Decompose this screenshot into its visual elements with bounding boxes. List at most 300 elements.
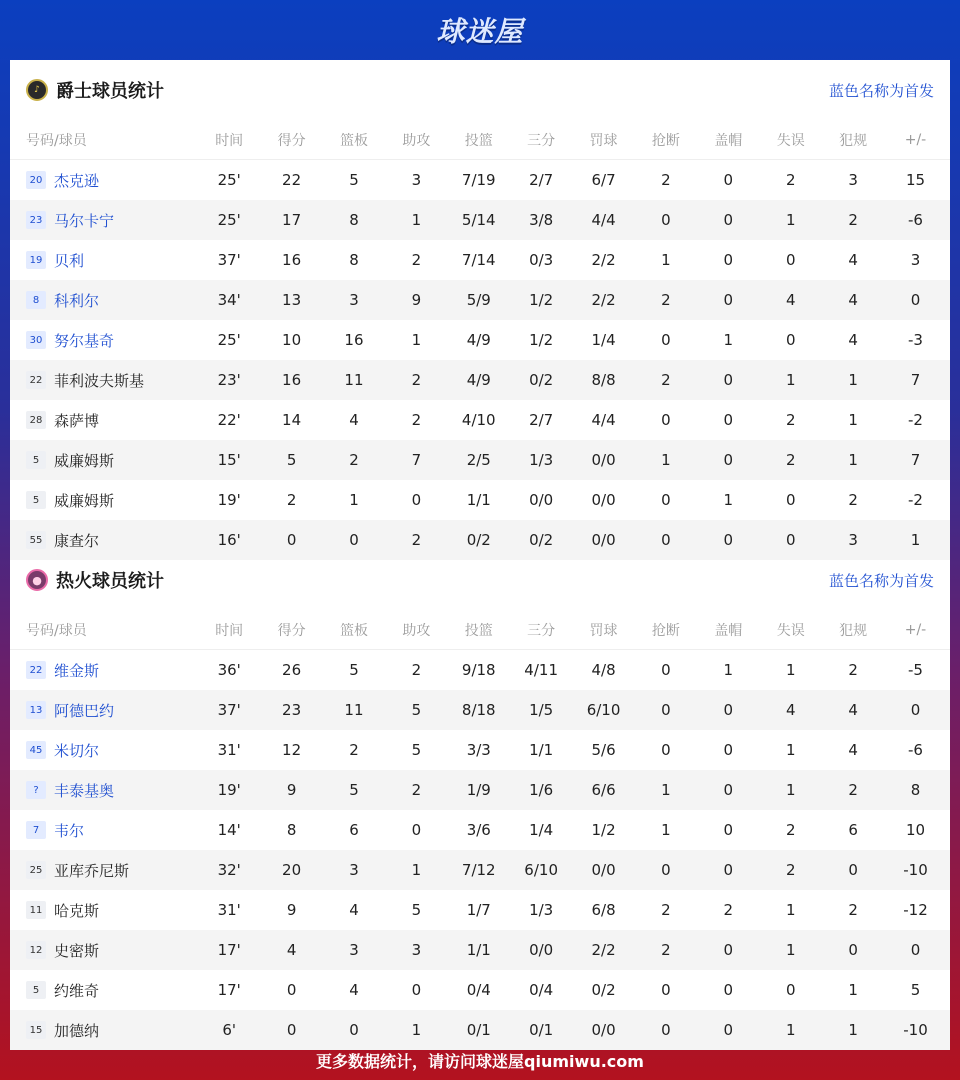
column-header: 三分 xyxy=(527,132,556,149)
stat-cell: 4 xyxy=(349,411,359,429)
jazz-logo-icon: ♪ xyxy=(26,79,48,101)
stat-cell: 2 xyxy=(349,741,359,759)
stat-cell: 0 xyxy=(661,661,671,679)
stat-cell: 0 xyxy=(661,861,671,879)
column-header: 助攻 xyxy=(402,622,431,639)
stat-cell: 17 xyxy=(282,211,302,229)
stat-cell: 2 xyxy=(349,451,359,469)
stat-cell: 25' xyxy=(217,171,241,189)
stat-cell: 3 xyxy=(848,531,858,549)
column-header: 犯规 xyxy=(839,622,868,639)
stat-cell: 2 xyxy=(848,491,858,509)
stat-cell: 3 xyxy=(411,941,422,959)
jersey-number-badge: 45 xyxy=(26,741,46,759)
column-header: 篮板 xyxy=(339,622,368,639)
stat-cell: 1 xyxy=(785,901,796,919)
player-row[interactable] xyxy=(10,890,950,930)
player-cell xyxy=(26,980,198,1001)
player-cell xyxy=(26,490,198,511)
jersey-number-badge: 5 xyxy=(26,491,46,509)
stat-cell: 1/9 xyxy=(466,781,491,799)
stat-cell: 2/2 xyxy=(591,941,616,959)
jersey-number-badge: 28 xyxy=(26,411,46,429)
stat-cell: 0 xyxy=(910,291,921,309)
stat-cell: 3/3 xyxy=(466,741,491,759)
stat-cell: 3 xyxy=(848,171,858,189)
jersey-number-badge: 8 xyxy=(26,291,46,309)
stat-cell: 6/10 xyxy=(586,701,621,719)
stat-cell: 0 xyxy=(723,861,734,879)
player-cell xyxy=(26,250,198,271)
stat-cell: 5/9 xyxy=(466,291,491,309)
player-name[interactable]: 威廉姆斯 xyxy=(54,451,115,470)
jersey-number-badge: 20 xyxy=(26,171,46,189)
stat-cell: 1 xyxy=(661,821,671,839)
stat-cell: 1 xyxy=(910,531,921,549)
stat-cell: 4 xyxy=(785,291,796,309)
player-cell xyxy=(26,370,198,391)
stat-cell: 9/18 xyxy=(461,661,496,679)
jazz-stats-section xyxy=(10,60,950,560)
stat-cell: 0 xyxy=(286,1021,297,1039)
player-name[interactable]: 加德纳 xyxy=(54,1021,100,1040)
player-row[interactable] xyxy=(10,690,950,730)
column-header: 助攻 xyxy=(402,132,431,149)
section-title: 热火球员统计 xyxy=(56,571,164,592)
stat-cell: 5 xyxy=(910,981,921,999)
player-row[interactable] xyxy=(10,400,950,440)
stat-cell: 0 xyxy=(785,531,796,549)
stat-cell: 4 xyxy=(848,291,858,309)
stat-cell: 10 xyxy=(905,821,926,839)
stat-cell: 1 xyxy=(411,331,422,349)
stat-cell: -10 xyxy=(903,861,928,879)
stat-cell: 1 xyxy=(411,861,422,879)
stat-cell: 0 xyxy=(661,741,671,759)
stat-cell: 0 xyxy=(785,491,796,509)
stat-cell: 0/4 xyxy=(529,981,554,999)
stat-cell: 2 xyxy=(661,171,671,189)
player-name[interactable]: 努尔基奇 xyxy=(54,331,115,350)
stat-cell: 0 xyxy=(723,941,734,959)
player-cell xyxy=(26,860,198,881)
stat-cell: 4/10 xyxy=(461,411,496,429)
stat-cell: -2 xyxy=(908,491,923,509)
stat-cell: 4 xyxy=(848,701,858,719)
stat-cell: 5 xyxy=(411,741,422,759)
column-header: 抢断 xyxy=(651,622,680,639)
player-cell xyxy=(26,530,198,551)
stat-cell: 6/8 xyxy=(591,901,616,919)
stat-cell: 1 xyxy=(349,491,359,509)
stat-cell: 0/0 xyxy=(591,451,616,469)
stat-cell: 9 xyxy=(286,901,297,919)
stat-cell: 8/8 xyxy=(591,371,616,389)
stat-cell: 1/3 xyxy=(529,451,554,469)
stat-cell: 6/7 xyxy=(591,171,616,189)
stat-cell: 36' xyxy=(217,661,241,679)
stat-cell: 15' xyxy=(217,451,241,469)
column-header: 投篮 xyxy=(464,622,493,639)
jersey-number-badge: 13 xyxy=(26,701,46,719)
heat-logo-icon: ● xyxy=(26,569,48,591)
stat-cell: 16 xyxy=(282,371,302,389)
stat-cell: 0/4 xyxy=(466,981,491,999)
stat-cell: 16 xyxy=(344,331,364,349)
jersey-number-badge: 5 xyxy=(26,451,46,469)
stat-cell: 2 xyxy=(848,661,858,679)
starter-legend-note: 蓝色名称为首发 xyxy=(828,571,934,590)
column-header: 号码/球员 xyxy=(26,622,87,639)
stat-cell: 3 xyxy=(349,941,359,959)
stat-cell: 1/2 xyxy=(591,821,616,839)
column-header: +/- xyxy=(904,131,927,148)
stat-cell: 0 xyxy=(411,821,422,839)
stat-cell: 1/2 xyxy=(529,331,554,349)
stat-cell: 31' xyxy=(217,741,241,759)
stat-cell: 2 xyxy=(661,291,671,309)
stat-cell: 2 xyxy=(848,901,858,919)
stat-cell: 2 xyxy=(785,171,796,189)
stat-cell: 2 xyxy=(785,821,796,839)
stat-cell: 5 xyxy=(411,701,422,719)
stat-cell: 0 xyxy=(661,1021,671,1039)
stat-cell: 0 xyxy=(286,981,297,999)
stat-cell: 14' xyxy=(217,821,241,839)
stat-cell: 0 xyxy=(723,211,734,229)
stat-cell: 12 xyxy=(282,741,302,759)
player-row[interactable] xyxy=(10,850,950,890)
stat-cell: 2 xyxy=(286,491,297,509)
stat-cell: 0/2 xyxy=(591,981,616,999)
stat-cell: 1 xyxy=(785,661,796,679)
stat-cell: 1 xyxy=(723,491,734,509)
player-name[interactable]: 阿德巴约 xyxy=(54,701,115,720)
stat-cell: 0 xyxy=(661,411,671,429)
stat-cell: 0 xyxy=(910,941,921,959)
player-name[interactable]: 贝利 xyxy=(54,251,85,270)
stat-cell: 0 xyxy=(848,861,858,879)
stat-cell: 4/11 xyxy=(524,661,558,679)
column-header: 篮板 xyxy=(339,132,368,149)
stat-cell: 0 xyxy=(848,941,858,959)
stat-cell: 11 xyxy=(344,371,364,389)
player-name[interactable]: 科利尔 xyxy=(54,291,100,310)
player-cell xyxy=(26,740,198,761)
player-row[interactable] xyxy=(10,970,950,1010)
stat-cell: 4/8 xyxy=(591,661,616,679)
column-header: 号码/球员 xyxy=(26,132,87,149)
player-name[interactable]: 威廉姆斯 xyxy=(54,491,115,510)
jersey-number-badge: 15 xyxy=(26,1021,46,1039)
stat-cell: 1/4 xyxy=(529,821,554,839)
stat-cell: 2/5 xyxy=(466,451,491,469)
stat-cell: 0/0 xyxy=(591,1021,616,1039)
stat-cell: 0 xyxy=(910,701,921,719)
jersey-number-badge: ? xyxy=(26,781,46,799)
stat-cell: 0 xyxy=(785,251,796,269)
player-name[interactable]: 杰克逊 xyxy=(54,171,100,190)
player-row[interactable] xyxy=(10,160,950,200)
stat-cell: 2 xyxy=(785,861,796,879)
player-row[interactable] xyxy=(10,360,950,400)
stat-cell: 0 xyxy=(661,981,671,999)
stat-cell: 0 xyxy=(661,491,671,509)
stat-cell: -6 xyxy=(908,211,923,229)
stat-cell: 0/1 xyxy=(466,1021,491,1039)
stat-cell: 25' xyxy=(217,211,241,229)
player-name[interactable]: 亚库乔尼斯 xyxy=(54,861,130,880)
jersey-number-badge: 30 xyxy=(26,331,46,349)
player-cell xyxy=(26,330,198,351)
stat-cell: 6/6 xyxy=(591,781,616,799)
jersey-number-badge: 7 xyxy=(26,821,46,839)
section-title: 爵士球员统计 xyxy=(56,81,164,102)
stat-cell: 3 xyxy=(411,171,422,189)
column-header: +/- xyxy=(904,621,927,638)
player-name[interactable]: 史密斯 xyxy=(54,941,100,960)
column-header: 罚球 xyxy=(589,132,618,149)
stat-cell: 2 xyxy=(661,901,671,919)
stat-cell: 14 xyxy=(282,411,302,429)
stat-cell: 4/9 xyxy=(466,371,491,389)
jersey-number-badge: 12 xyxy=(26,941,46,959)
stat-cell: 0 xyxy=(723,171,734,189)
stat-cell: 2 xyxy=(411,781,422,799)
stat-cell: 1/2 xyxy=(529,291,554,309)
stat-cell: 1 xyxy=(785,211,796,229)
stat-cell: 6/10 xyxy=(524,861,558,879)
stat-cell: 3 xyxy=(349,291,359,309)
stat-cell: 0 xyxy=(723,1021,734,1039)
stat-cell: -3 xyxy=(908,331,923,349)
column-header: 三分 xyxy=(527,622,556,639)
stat-cell: 1 xyxy=(785,371,796,389)
stat-cell: 13 xyxy=(282,291,302,309)
stat-cell: 10 xyxy=(282,331,302,349)
player-name[interactable]: 菲利波夫斯基 xyxy=(54,371,145,390)
stat-cell: 19' xyxy=(217,491,241,509)
stat-cell: 16' xyxy=(217,531,241,549)
player-name[interactable]: 丰泰基奥 xyxy=(54,781,115,800)
stat-cell: 17' xyxy=(217,981,241,999)
stat-cell: 1 xyxy=(723,331,734,349)
player-row[interactable] xyxy=(10,810,950,850)
stat-cell: 0 xyxy=(661,531,671,549)
stat-cell: 22' xyxy=(217,411,241,429)
stat-cell: 3/6 xyxy=(466,821,491,839)
player-row[interactable] xyxy=(10,480,950,520)
stat-cell: 1/1 xyxy=(466,491,491,509)
stat-cell: 2 xyxy=(661,941,671,959)
stat-cell: 2 xyxy=(411,251,422,269)
player-row[interactable] xyxy=(10,930,950,970)
stat-cell: 8 xyxy=(286,821,297,839)
stat-cell: 0 xyxy=(349,1021,359,1039)
stat-cell: 0 xyxy=(661,331,671,349)
jersey-number-badge: 11 xyxy=(26,901,46,919)
stat-cell: 0 xyxy=(723,411,734,429)
player-name[interactable]: 森萨博 xyxy=(54,411,100,430)
stat-cell: 1/3 xyxy=(529,901,554,919)
stat-cell: -6 xyxy=(908,741,923,759)
stat-cell: 0 xyxy=(723,701,734,719)
stat-cell: 5 xyxy=(349,661,359,679)
stat-cell: 0/2 xyxy=(466,531,491,549)
player-name[interactable]: 米切尔 xyxy=(54,741,100,760)
stat-cell: 4/9 xyxy=(466,331,491,349)
heat-stats-section xyxy=(10,550,950,1050)
player-row[interactable] xyxy=(10,280,950,320)
stat-cell: 2 xyxy=(411,371,422,389)
stat-cell: 1 xyxy=(848,371,858,389)
player-cell xyxy=(26,660,198,681)
stat-cell: 0/0 xyxy=(529,941,554,959)
stat-cell: 1 xyxy=(723,661,734,679)
stat-cell: 0 xyxy=(661,211,671,229)
column-header-row xyxy=(10,120,950,160)
stat-cell: 0 xyxy=(286,531,297,549)
player-cell xyxy=(26,170,198,191)
stat-cell: 9 xyxy=(411,291,422,309)
player-name[interactable]: 约维奇 xyxy=(54,981,100,1000)
column-header: 盖帽 xyxy=(714,622,743,639)
stat-cell: 16 xyxy=(282,251,302,269)
player-row[interactable] xyxy=(10,200,950,240)
stat-cell: 6 xyxy=(349,821,359,839)
brand-logo: 球迷屋 xyxy=(436,15,524,48)
stat-cell: 4 xyxy=(286,941,297,959)
jersey-number-badge: 25 xyxy=(26,861,46,879)
stat-cell: 1/5 xyxy=(529,701,554,719)
player-row[interactable] xyxy=(10,730,950,770)
jersey-number-badge: 5 xyxy=(26,981,46,999)
top-bar xyxy=(0,0,960,60)
stat-cell: 0 xyxy=(723,251,734,269)
section-header xyxy=(10,60,950,120)
stat-cell: 5 xyxy=(349,171,359,189)
stat-cell: 5 xyxy=(349,781,359,799)
player-name[interactable]: 康查尔 xyxy=(54,531,100,550)
stat-cell: 20 xyxy=(282,861,302,879)
stat-cell: 0 xyxy=(785,981,796,999)
stat-cell: 0/2 xyxy=(529,531,554,549)
stat-cell: 2 xyxy=(785,411,796,429)
stat-cell: 22 xyxy=(282,171,302,189)
stat-cell: 0 xyxy=(411,491,422,509)
stat-cell: 0 xyxy=(723,741,734,759)
jersey-number-badge: 55 xyxy=(26,531,46,549)
stat-cell: 1/7 xyxy=(466,901,491,919)
stat-cell: 1 xyxy=(848,411,858,429)
player-row[interactable] xyxy=(10,650,950,690)
player-row[interactable] xyxy=(10,770,950,810)
stat-cell: 1/6 xyxy=(529,781,554,799)
column-header: 罚球 xyxy=(589,622,618,639)
footer-banner[interactable]: 更多数据统计，请访问球迷屋qiumiwu.com xyxy=(316,1051,644,1071)
player-name[interactable]: 维金斯 xyxy=(54,661,100,680)
stat-cell: 4 xyxy=(848,331,858,349)
player-row[interactable] xyxy=(10,440,950,480)
stat-cell: 2/2 xyxy=(591,291,616,309)
stat-cell: 2 xyxy=(848,211,858,229)
stat-cell: 37' xyxy=(217,251,241,269)
stat-cell: 3/8 xyxy=(529,211,554,229)
player-cell xyxy=(26,210,198,231)
stat-cell: 9 xyxy=(286,781,297,799)
stat-cell: 1 xyxy=(661,251,671,269)
stat-cell: 1 xyxy=(785,941,796,959)
stat-cell: 19' xyxy=(217,781,241,799)
column-header-row xyxy=(10,610,950,650)
column-header: 时间 xyxy=(215,622,244,639)
stat-cell: 1 xyxy=(848,981,858,999)
jersey-number-badge: 22 xyxy=(26,371,46,389)
player-cell xyxy=(26,780,198,801)
stat-cell: 1 xyxy=(785,781,796,799)
player-name[interactable]: 哈克斯 xyxy=(54,901,100,920)
stat-cell: 23' xyxy=(217,371,241,389)
stat-cell: 2 xyxy=(785,451,796,469)
stat-cell: 0 xyxy=(723,451,734,469)
column-header: 失误 xyxy=(776,622,805,639)
stat-cell: 37' xyxy=(217,701,241,719)
player-cell xyxy=(26,700,198,721)
stat-cell: 8/18 xyxy=(461,701,496,719)
player-cell xyxy=(26,820,198,841)
player-name[interactable]: 韦尔 xyxy=(54,821,85,840)
stat-cell: 0/0 xyxy=(591,861,616,879)
stats-panel xyxy=(10,60,950,1040)
stat-cell: 8 xyxy=(349,251,359,269)
stat-cell: 1/1 xyxy=(466,941,491,959)
stat-cell: 0 xyxy=(723,781,734,799)
player-cell xyxy=(26,1020,198,1041)
stat-cell: 1 xyxy=(411,1021,422,1039)
player-cell xyxy=(26,940,198,961)
stat-cell: 2/2 xyxy=(591,251,616,269)
stat-cell: 4 xyxy=(349,981,359,999)
player-row[interactable] xyxy=(10,240,950,280)
stat-cell: 0/0 xyxy=(591,491,616,509)
stat-cell: 2/7 xyxy=(529,411,554,429)
stat-cell: 5/14 xyxy=(461,211,496,229)
stat-cell: 4 xyxy=(349,901,359,919)
stat-cell: 8 xyxy=(910,781,921,799)
stat-cell: 7/12 xyxy=(461,861,496,879)
player-name[interactable]: 马尔卡宁 xyxy=(54,211,115,230)
stat-cell: 2 xyxy=(411,531,422,549)
stat-cell: 7/14 xyxy=(461,251,496,269)
stat-cell: 1 xyxy=(411,211,422,229)
player-cell xyxy=(26,450,198,471)
stat-cell: 3 xyxy=(349,861,359,879)
stat-cell: -5 xyxy=(908,661,923,679)
stat-cell: 23 xyxy=(282,701,302,719)
player-row[interactable] xyxy=(10,320,950,360)
column-header: 得分 xyxy=(277,132,306,149)
stat-cell: -10 xyxy=(903,1021,928,1039)
stat-cell: 32' xyxy=(217,861,241,879)
stat-cell: 4/4 xyxy=(591,211,616,229)
jersey-number-badge: 19 xyxy=(26,251,46,269)
stat-cell: 31' xyxy=(217,901,241,919)
column-header: 犯规 xyxy=(839,132,868,149)
stat-cell: 0/3 xyxy=(529,251,554,269)
player-cell xyxy=(26,410,198,431)
stat-cell: 5 xyxy=(411,901,422,919)
stat-cell: -2 xyxy=(908,411,923,429)
